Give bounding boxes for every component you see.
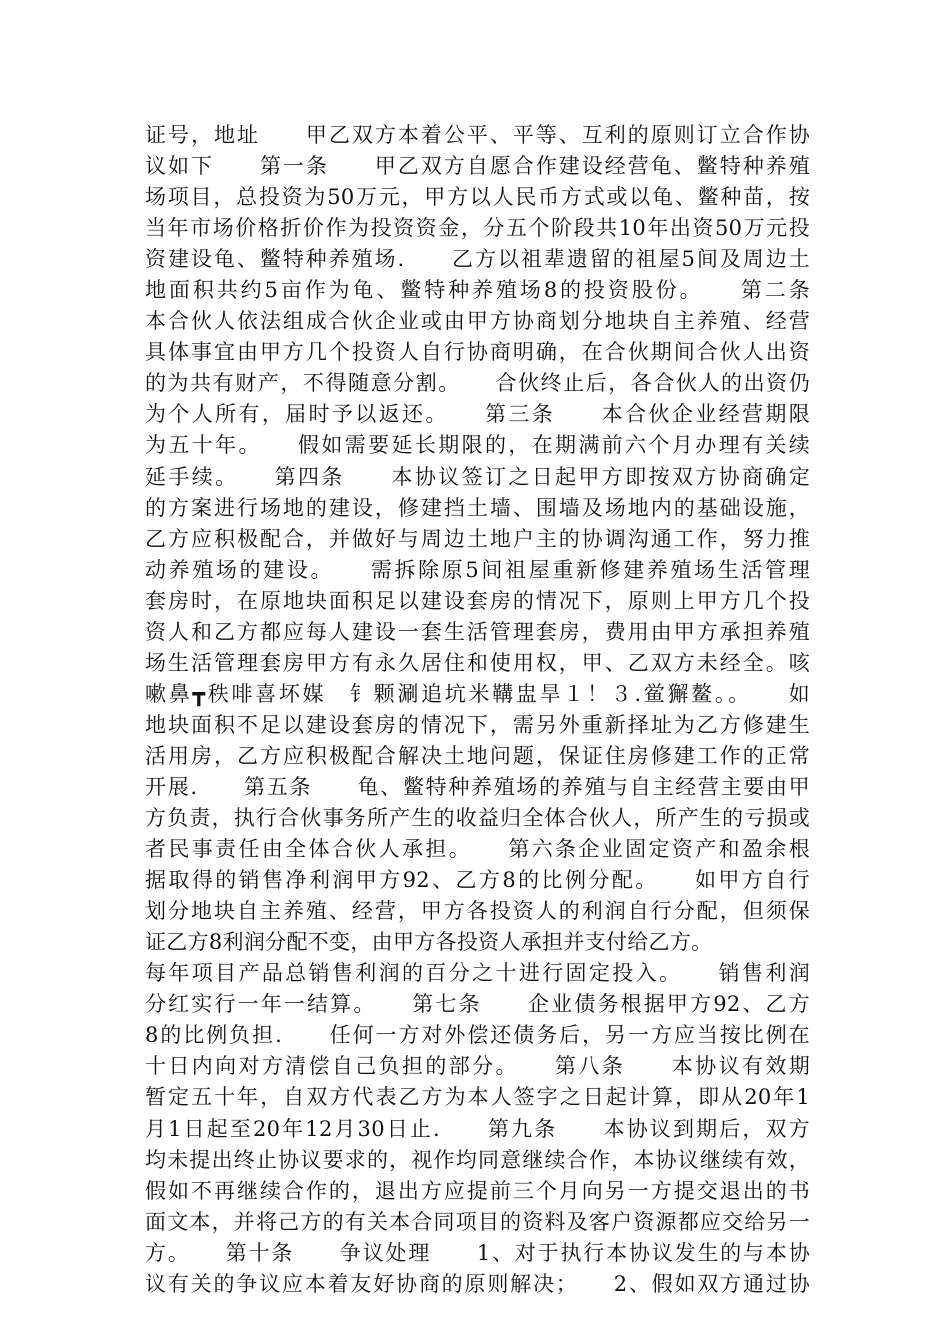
text-line: 场项目，总投资为50万元，甲方以人民币方式或以龟、鳖种苗，按 [145,185,810,210]
text-line: 活用房，乙方应积极配合解决土地问题，保证住房修建工作的正常 [145,743,810,768]
text-line: 开展. 第五条 龟、鳖特种养殖场的养殖与自主经营主要由甲 [145,774,810,799]
text-line: 的为共有财产，不得随意分割。 合伙终止后，各合伙人的出资仍 [145,371,810,396]
text-line: 地面积共约5亩作为龟、鳖特种养殖场8的投资股份。 第二条 [145,278,810,303]
text-line: 动养殖场的建设。 需拆除原5间祖屋重新修建养殖场生活管理 [145,557,810,582]
text-line: 套房时，在原地块面积足以建设套房的情况下，原则上甲方几个投 [145,588,810,613]
text-line: 月1日起至20年12月30日止. 第九条 本协议到期后，双方 [145,1116,810,1141]
text-line: 面文本，并将己方的有关本合同项目的资料及客户资源都应交给另一 [145,1209,810,1234]
text-line: 均未提出终止协议要求的，视作均同意继续合作，本协议继续有效， [145,1147,810,1172]
text-line: 十日内向对方清偿自己负担的部分。 第八条 本协议有效期 [145,1054,810,1079]
text-line: 具体事宜由甲方几个投资人自行协商明确，在合伙期间合伙人出资 [145,340,810,365]
text-line: 的方案进行场地的建设，修建挡土墙、围墙及场地内的基础设施， [145,495,810,520]
text-line: 划分地块自主养殖、经营，甲方各投资人的利润自行分配，但须保 [145,899,810,924]
text-line: 者民事责任由全体合伙人承担。 第六条企业固定资产和盈余根 [145,837,810,862]
text-line: 暂定五十年，自双方代表乙方为本人签字之日起计算，即从20年1 [145,1085,810,1110]
text-line: 议如下 第一条 甲乙双方自愿合作建设经营龟、鳖特种养殖 [145,154,810,179]
text-line: 为五十年。 假如需要延长期限的，在期满前六个月办理有关续 [145,433,810,458]
text-line: 据取得的销售净利润甲方92、乙方8的比例分配。 如甲方自行 [145,868,810,893]
text-line: 证号，地址 甲乙双方本着公平、平等、互利的原则订立合作协 [145,123,810,147]
text-line: 资人和乙方都应每人建设一套生活管理套房，费用由甲方承担养殖 [145,619,810,644]
text-line: 场生活管理套房甲方有永久居住和使用权，甲、乙双方未经全。咳 [145,650,810,675]
text-line: 本合伙人依法组成合伙企业或由甲方协商划分地块自主养殖、经营 [145,309,810,334]
text-line: 每年项目产品总销售利润的百分之十进行固定投入。 销售利润 [145,961,810,986]
text-line: 嗽鼻┳秩啡喜坏媒 钅颗涮追坑米鞲盅旱１！３.鲎獬鳌。。 如 [145,681,810,706]
text-line: 证乙方8利润分配不变，由甲方各投资人承担并支付给乙方。 [145,930,713,955]
text-line: 资建设龟、鳖特种养殖场. 乙方以祖辈遗留的祖屋5间及周边土 [145,247,810,272]
text-line: 假如不再继续合作的，退出方应提前三个月向另一方提交退出的书 [145,1178,810,1203]
text-line: 地块面积不足以建设套房的情况下，需另外重新择址为乙方修建生 [145,712,810,737]
text-line: 方。 第十条 争议处理 1、对于执行本协议发生的与本协 [145,1240,810,1265]
text-line: 乙方应积极配合，并做好与周边土地户主的协调沟通工作，努力推 [145,526,810,551]
text-line: 议有关的争议应本着友好协商的原则解决； 2、假如双方通过协 [145,1271,810,1296]
text-line: 当年市场价格折价作为投资资金，分五个阶段共10年出资50万元投 [145,216,810,241]
text-line: 分红实行一年一结算。 第七条 企业债务根据甲方92、乙方 [145,992,810,1017]
text-line: 8的比例负担. 任何一方对外偿还债务后，另一方应当按比例在 [145,1023,810,1048]
text-line: 为个人所有，届时予以返还。 第三条 本合伙企业经营期限 [145,402,810,427]
text-line: 方负责，执行合伙事务所产生的收益归全体合伙人，所产生的亏损或 [145,806,810,831]
agreement-body-text [145,120,810,1300]
text-line: 延手续。 第四条 本协议签订之日起甲方即按双方协商确定 [145,464,810,489]
